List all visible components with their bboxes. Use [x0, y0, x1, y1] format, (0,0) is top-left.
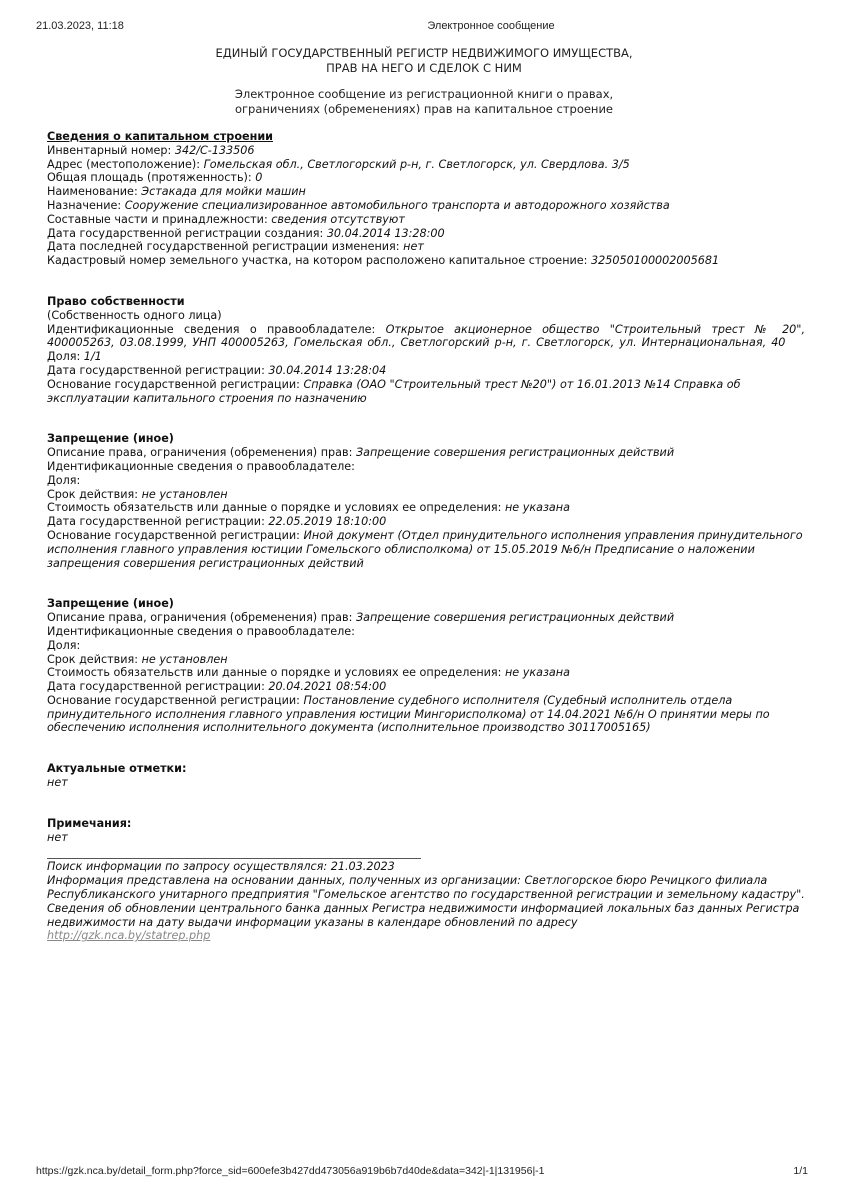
- field-value: 342/C-133506: [174, 143, 255, 157]
- restriction-section-1: [47, 432, 805, 570]
- field-value: 325050100002005681: [591, 254, 720, 268]
- field-row: [47, 694, 805, 735]
- field-label: Наименование:: [47, 185, 142, 199]
- field-value: сведения отсутствуют: [271, 212, 405, 226]
- footer-info: [47, 860, 805, 943]
- restriction-heading: Запрещение (иное): [47, 597, 174, 611]
- field-label: Инвентарный номер:: [47, 143, 175, 157]
- field-value: 20.04.2021 08:54:00: [268, 680, 387, 694]
- field-row: [47, 350, 805, 364]
- document-title-line1: ЕДИНЫЙ ГОСУДАРСТВЕННЫЙ РЕГИСТР НЕДВИЖИМОГО ИМУЩЕСТВА,: [215, 46, 633, 60]
- field-label: Дата последней государственной регистрации изменения:: [47, 240, 404, 254]
- field-label: Дата государственной регистрации:: [47, 680, 269, 694]
- field-value: не указана: [504, 666, 570, 680]
- field-value: Иной документ (Отдел принудительного исполнения управления принудительного исполнения главного управления юстиции Гомельского облисполкома) от 15.05.2019 №6/н Предписание о наложении запрещения совершения регистрационных действий: [47, 528, 803, 570]
- field-row: [47, 611, 805, 625]
- field-row: [47, 144, 805, 158]
- field-label: Дата государственной регистрации:: [47, 363, 269, 377]
- field-label: Дата государственной регистрации создания:: [47, 226, 327, 240]
- field-row: [47, 515, 805, 529]
- field-row: [47, 460, 805, 474]
- field-label: Доля:: [47, 350, 84, 364]
- field-row: [47, 653, 805, 667]
- footer-divider: [47, 858, 421, 859]
- field-value: Справка (ОАО "Строительный трест №20") от 16.01.2013 №14 Справка об эксплуатации капитального строения по назначению: [47, 377, 741, 405]
- field-label: Идентификационные сведения о правообладателе:: [47, 624, 355, 638]
- current-marks-value: нет: [47, 776, 68, 790]
- field-value: нет: [403, 240, 424, 254]
- field-value: Постановление судебного исполнителя (Судебный исполнитель отдела принудительного исполнения главного управления юстиции Мингорисполкома) от 14.04.2021 №6/н О принятии меры по обеспечению исполнения исполнительного документа (исполнительное производство 30117005165): [47, 693, 770, 735]
- field-row: [47, 501, 805, 515]
- field-row: [47, 213, 805, 227]
- field-row: [47, 240, 805, 254]
- field-label: Доля:: [47, 473, 81, 487]
- field-value: Сооружение специализированное автомобильного транспорта и автодорожного хозяйства: [124, 198, 670, 212]
- current-marks-heading: Актуальные отметки:: [47, 762, 187, 776]
- document-subtitle-line1: Электронное сообщение из регистрационной книги о правах,: [234, 87, 614, 101]
- field-row: [47, 254, 805, 268]
- restriction-section-2: [47, 597, 805, 735]
- field-row: [47, 227, 805, 241]
- field-row: [47, 488, 805, 502]
- ownership-section: [47, 295, 805, 405]
- field-row: [47, 378, 805, 406]
- field-label: Стоимость обязательств или данные о порядке и условиях ее определения:: [47, 666, 505, 680]
- search-date: Поиск информации по запросу осуществлялся: 21.03.2023: [47, 860, 395, 874]
- print-datetime: 21.03.2023, 11:18: [36, 20, 124, 32]
- field-label: Кадастровый номер земельного участка, на котором расположено капитальное строение:: [47, 254, 591, 268]
- field-value: Запрещение совершения регистрационных действий: [355, 446, 675, 460]
- field-label: Срок действия:: [47, 487, 142, 501]
- field-value: Гомельская обл., Светлогорский р-н, г. Светлогорск, ул. Свердлова. 3/5: [203, 157, 630, 171]
- print-page-number: 1/1: [793, 1165, 808, 1177]
- field-label: Общая площадь (протяженность):: [47, 171, 256, 185]
- field-row: [47, 474, 805, 488]
- field-label: Описание права, ограничения (обременения) прав:: [47, 446, 356, 460]
- field-row: [47, 666, 805, 680]
- field-value: Запрещение совершения регистрационных действий: [355, 611, 675, 625]
- statrep-link[interactable]: http://gzk.nca.by/statrep.php: [47, 929, 211, 943]
- source-info: Информация представлена на основании данных, полученных из организации: Светлогорское бюро Речицкого филиала Республиканского унитарного предприятия "Гомельское агентство по государственной регистрации и земельному кадастру".: [47, 874, 805, 902]
- field-row: [47, 625, 805, 639]
- field-label: Основание государственной регистрации:: [47, 528, 304, 542]
- field-label: Стоимость обязательств или данные о порядке и условиях ее определения:: [47, 501, 505, 515]
- ownership-subheading: (Собственность одного лица): [47, 308, 222, 322]
- field-row: [47, 446, 805, 460]
- field-value: 30.04.2014 13:28:04: [268, 363, 387, 377]
- field-row: [47, 185, 805, 199]
- field-label: Идентификационные сведения о правообладателе:: [47, 322, 386, 336]
- field-value: Открытое акционерное общество "Строительный трест № 20", 400005263, 03.08.1999, УНП 400005263, Гомельская обл., Светлогорский р-н, г. Светлогорск, ул. Интернациональная, 40: [47, 322, 806, 350]
- field-value: не установлен: [141, 652, 228, 666]
- field-value: 30.04.2014 13:28:00: [326, 226, 445, 240]
- notes-value: нет: [47, 830, 68, 844]
- ownership-heading: Право собственности: [47, 294, 185, 308]
- field-label: Дата государственной регистрации:: [47, 515, 269, 529]
- building-section: [47, 130, 805, 268]
- field-label: Описание права, ограничения (обременения) прав:: [47, 611, 356, 625]
- building-fields: [47, 144, 805, 268]
- field-row: [47, 680, 805, 694]
- field-value: 0: [255, 171, 263, 185]
- field-value: Эстакада для мойки машин: [141, 185, 306, 199]
- field-value: 1/1: [83, 350, 102, 364]
- field-row: [47, 529, 805, 570]
- field-label: Доля:: [47, 638, 81, 652]
- restriction-heading: Запрещение (иное): [47, 432, 174, 446]
- notes-section: [47, 817, 805, 845]
- field-label: Составные части и принадлежности:: [47, 212, 272, 226]
- document-body: [47, 130, 805, 943]
- field-row: [47, 364, 805, 378]
- field-label: Основание государственной регистрации:: [47, 377, 304, 391]
- restriction-fields: [47, 611, 805, 735]
- field-value: 22.05.2019 18:10:00: [268, 515, 387, 529]
- field-label: Срок действия:: [47, 652, 142, 666]
- print-url: https://gzk.nca.by/detail_form.php?force_sid=600efe3b427dd473056a919b6b7d40de&data=342|-1|131956|-1: [36, 1165, 545, 1177]
- field-label: Назначение:: [47, 198, 125, 212]
- document-titles: [0, 46, 848, 117]
- field-row: [47, 171, 805, 185]
- document-subtitle-line2: ограничениях (обременениях) прав на капитальное строение: [234, 102, 614, 116]
- field-row: [47, 323, 805, 351]
- field-label: Адрес (местоположение):: [47, 157, 204, 171]
- field-label: Идентификационные сведения о правообладателе:: [47, 459, 355, 473]
- field-value: не указана: [504, 501, 570, 515]
- print-page-title: Электронное сообщение: [427, 20, 555, 32]
- notes-heading: Примечания:: [47, 816, 132, 830]
- field-label: Основание государственной регистрации:: [47, 693, 304, 707]
- current-marks-section: [47, 762, 805, 790]
- update-info: Сведения об обновлении центрального банка данных Регистра недвижимости информацией локальных баз данных Регистра недвижимости на дату выдачи информации указаны в календаре обновлений по адресу: [47, 901, 800, 929]
- building-heading: Сведения о капитальном строении: [47, 130, 274, 143]
- field-value: не установлен: [141, 487, 228, 501]
- field-row: [47, 639, 805, 653]
- ownership-fields: [47, 323, 805, 406]
- restriction-fields: [47, 446, 805, 570]
- field-row: [47, 199, 805, 213]
- document-title-line2: ПРАВ НА НЕГО И СДЕЛОК С НИМ: [326, 61, 522, 75]
- field-row: [47, 158, 805, 172]
